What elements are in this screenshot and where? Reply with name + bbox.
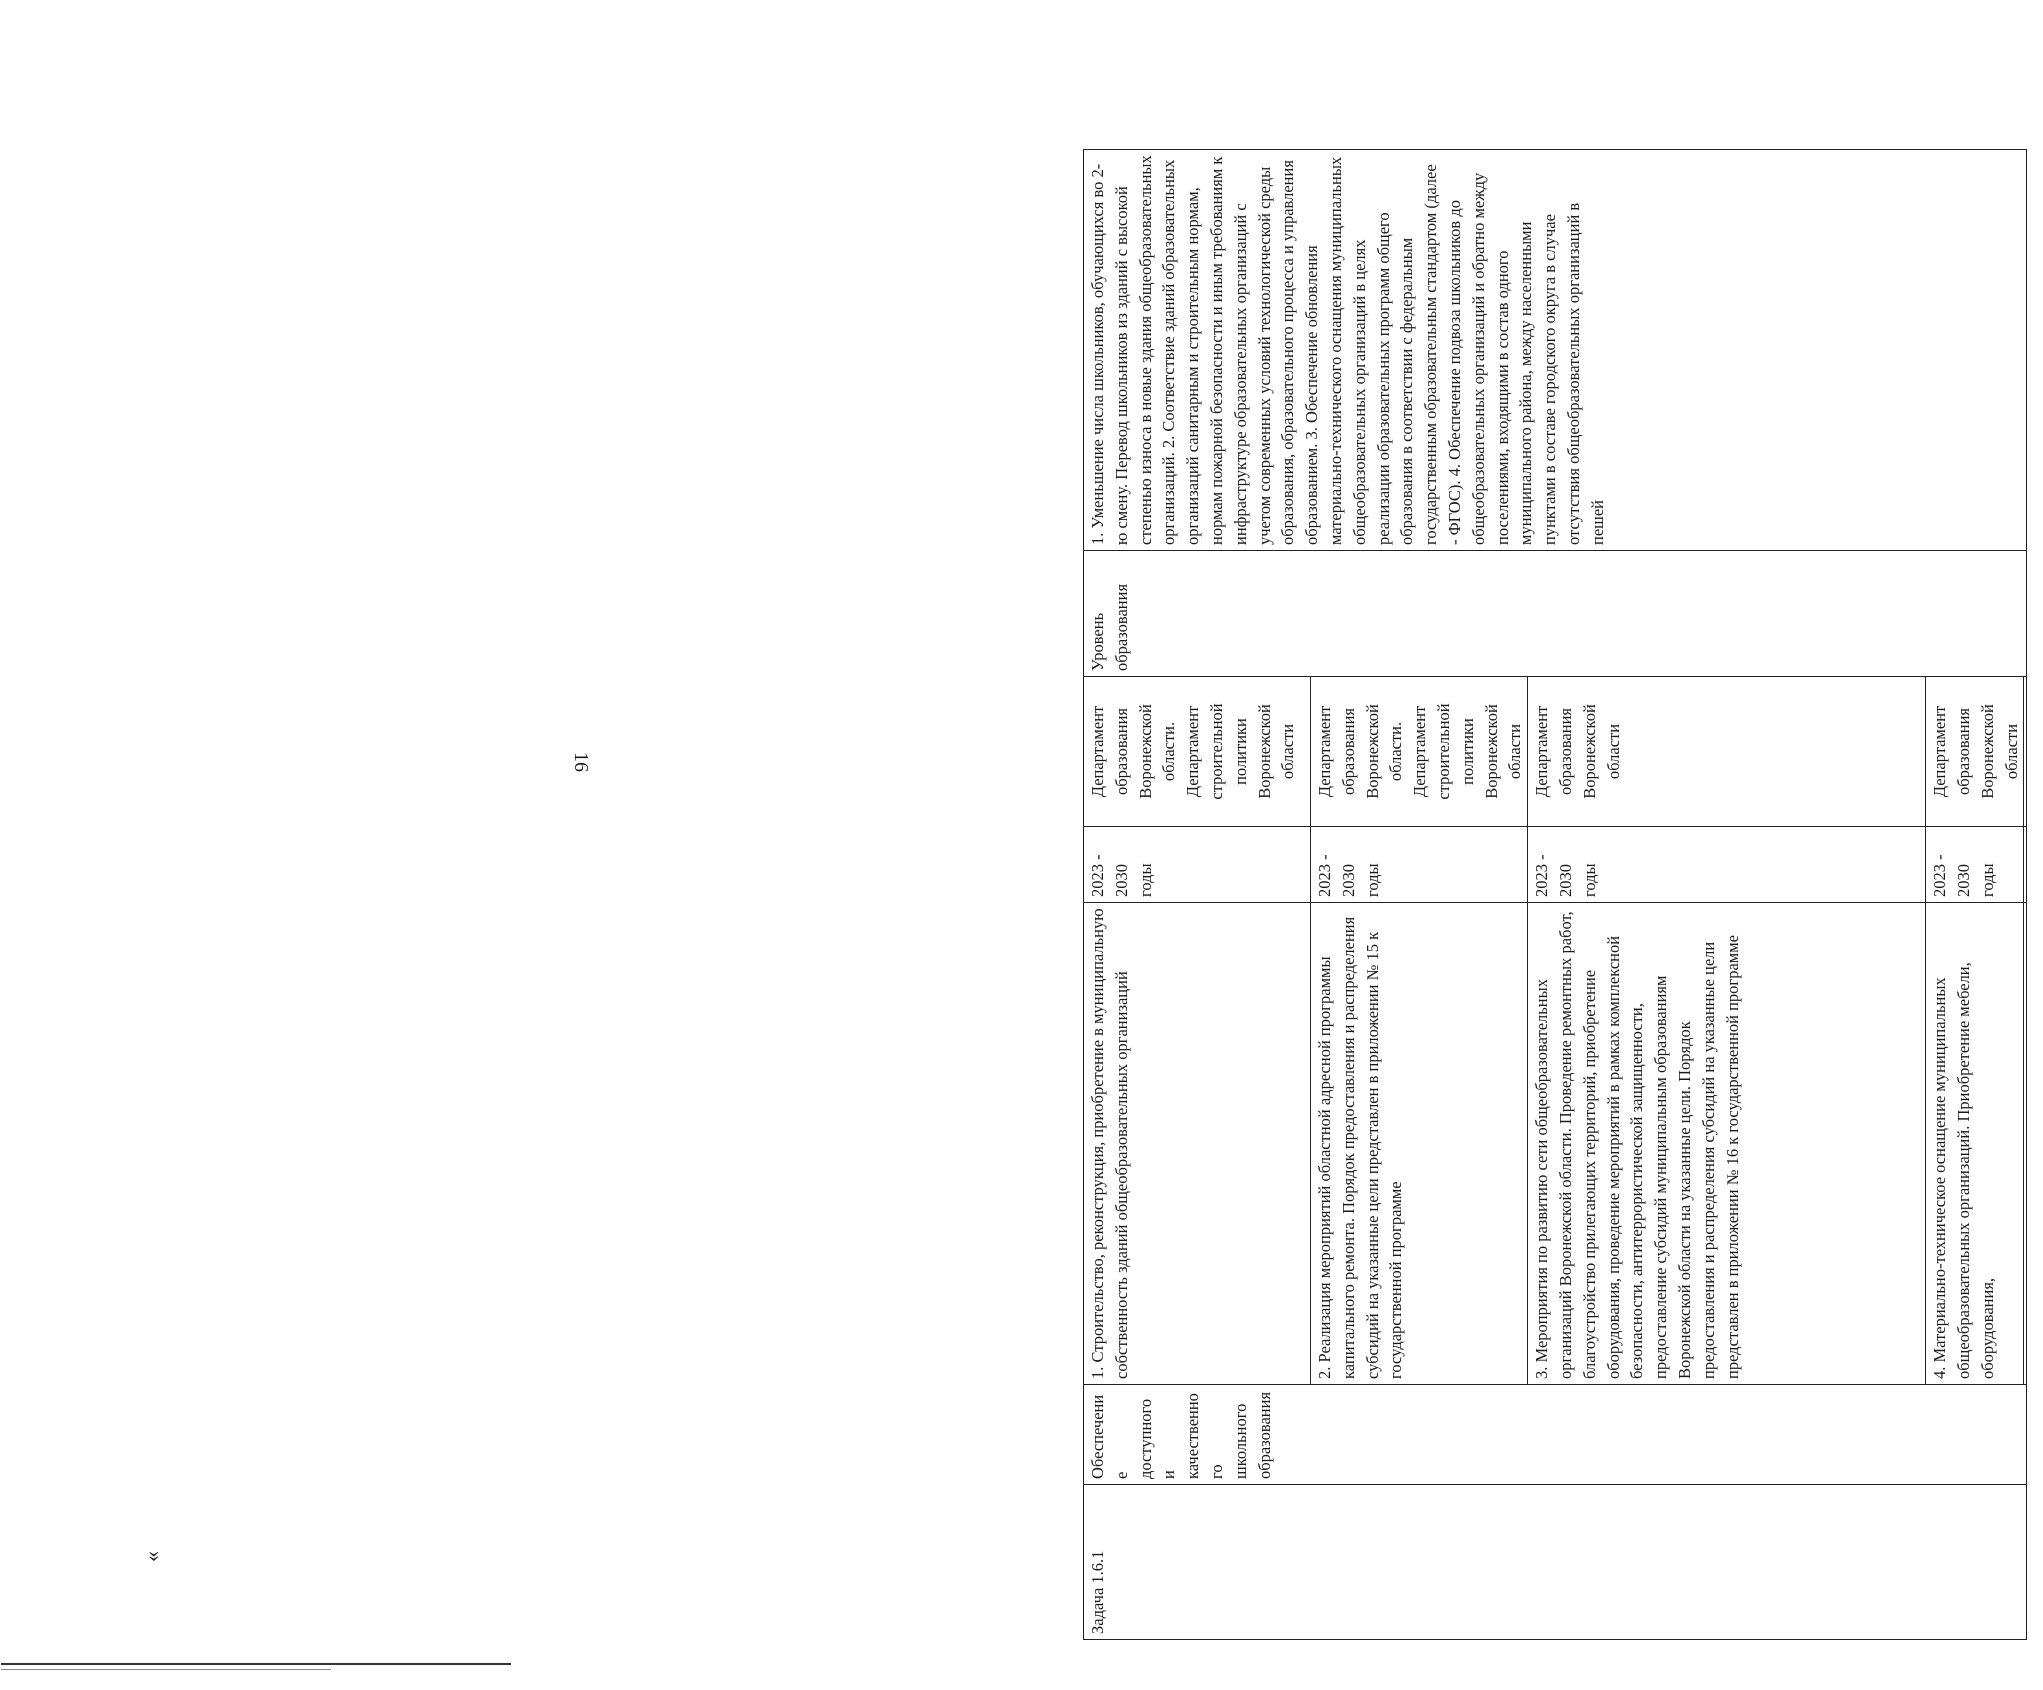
executor-cell: Департамент образования Воронежской области [1528, 677, 1926, 827]
rotated-table-area [1083, 150, 2043, 1640]
measure-cell: 3. Мероприятия по развитию сети общеобразовательных организаций Воронежской области. Проведение ремонтных работ, благоустройство прилегающих территорий, приобретение оборудования, проведение мероприятий в рамках комплексной безопасности, антитеррористической защищенности, предоставление субсидий муниципальным образованиям Воронежской области на указанные цели. Порядок предоставления и распределения субсидий на указанные цели представлен в приложении № 16 к государственной программе [1528, 903, 1926, 1385]
level-cell: Уровень образования [1084, 551, 2027, 677]
empty-cell [2024, 827, 2027, 903]
task-label-cell: Задача 1.6.1 [1084, 1485, 2027, 1640]
years-cell: 2023 - 2030 годы [1528, 827, 1926, 903]
years-cell: 2023 - 2030 годы [1084, 827, 1311, 903]
executor-cell: Департамент образования Воронежской области. Департамент строительной политики Воронежской области [1084, 677, 1311, 827]
task-name-cell: Обеспечение доступного и качественного школьного образования [1084, 1385, 2027, 1485]
table-row [1084, 150, 1311, 1640]
scan-edge-line [1, 1669, 331, 1670]
executor-cell: Департамент образования Воронежской области [1926, 677, 2024, 827]
scan-edge-lines [1, 1663, 511, 1675]
program-measures-table [1083, 149, 2027, 1640]
years-cell: 2023 - 2030 годы [1926, 827, 2024, 903]
empty-cell [2024, 677, 2027, 827]
result-cell: 1. Уменьшение числа школьников, обучающихся во 2-ю смену. Перевод школьников из зданий с высокой степенью износа в новые здания общеобразовательных организаций. 2. Соответствие зданий образовательных организаций санитарным и строительным нормам, нормам пожарной безопасности и иным требованиям к инфраструктуре образовательных организаций с учетом современных условий технологической среды образования, образовательного процесса и управления образованием. 3. Обеспечение обновления материально-технического оснащения муниципальных общеобразовательных организаций в целях реализации образовательных программ общего образования в соответствии с федеральным государственным образовательным стандартом (далее - ФГОС). 4. Обеспечение подвоза школьников до общеобразовательных организаций и обратно между поселениями, входящими в состав одного муниципального района, между населенными пунктами в составе городского округа в случае отсутствия общеобразовательных организаций в пешей [1084, 150, 2027, 551]
measure-cell: 2. Реализация мероприятий областной адресной программы капитального ремонта. Порядок предоставления и распределения субсидий на указанные цели представлен в приложении № 15 к государственной программе [1311, 903, 1528, 1385]
measure-cell: 4. Материально-техническое оснащение муниципальных общеобразовательных организаций. Приобретение мебели, оборудования, [1926, 903, 2024, 1385]
measure-cell: 1. Строительство, реконструкция, приобретение в муниципальную собственность зданий общеобразовательных организаций [1084, 903, 1311, 1385]
executor-cell: Департамент образования Воронежской области. Департамент строительной политики Воронежской области [1311, 677, 1528, 827]
opening-quote-mark: « [139, 1551, 164, 1562]
page-number: 16 [570, 752, 592, 772]
years-cell: 2023 - 2030 годы [1311, 827, 1528, 903]
scan-edge-line [1, 1663, 511, 1665]
empty-cell [2024, 903, 2027, 1385]
